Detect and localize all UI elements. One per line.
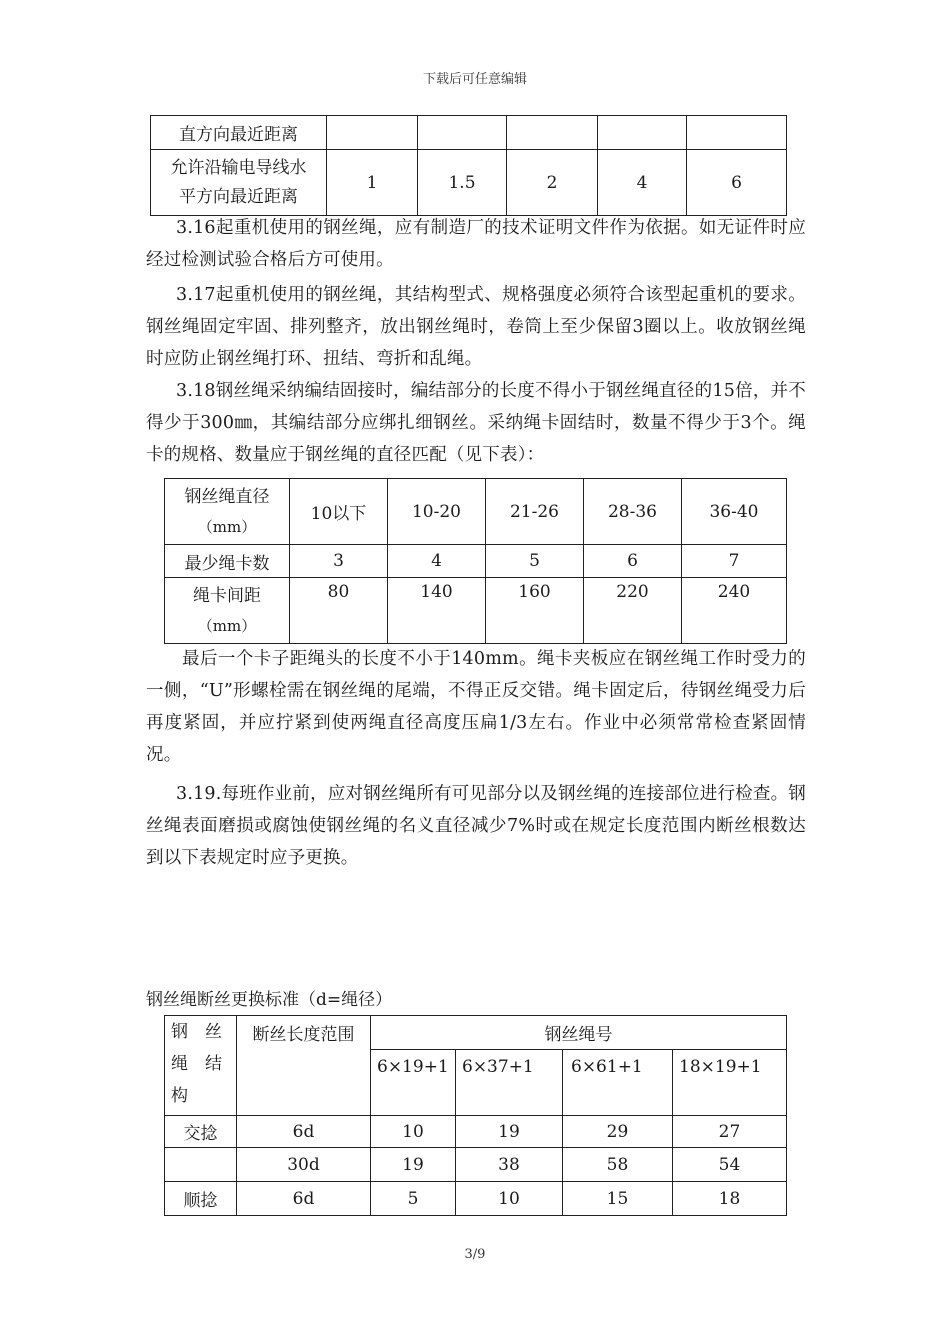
table-cell (687, 116, 787, 150)
paragraph-3-19: 3.19.每班作业前，应对钢丝绳所有可见部分以及钢丝绳的连接部位进行检查。钢丝绳表面磨损或腐蚀使钢丝绳的名义直径减少7%时或在规定长度范围内断丝根数达到以下表规定时应予更换。 (146, 784, 806, 868)
value-cell: 19 (371, 1148, 456, 1182)
header-line: 钢 丝 (171, 1022, 222, 1042)
spacing-cell: 220 (584, 578, 682, 644)
broken-wire-table (164, 1015, 787, 1216)
table-cell (507, 116, 598, 150)
table-cell: 4 (598, 150, 687, 216)
table-cell (327, 116, 418, 150)
value-cell: 5 (371, 1182, 456, 1216)
page-number: 3/9 (464, 1247, 486, 1262)
table-cell: 2 (507, 150, 598, 216)
count-cell: 6 (584, 545, 682, 578)
rope-type-cell: 6×61+1 (563, 1050, 673, 1116)
row-label (151, 150, 327, 216)
table-caption: 钢丝绳断丝更换标准（d=绳径） (146, 990, 393, 1010)
count-label: 最少绳卡数 (165, 545, 290, 578)
count-cell: 4 (388, 545, 486, 578)
structure-cell: 交捻 (165, 1116, 237, 1148)
range-header: 断丝长度范围 (237, 1016, 371, 1116)
row-label-line: 平方向最近距离 (179, 186, 298, 207)
paragraph-clamp-notes: 最后一个卡子距绳头的长度不小于140mm。绳卡夹板应在钢丝绳工作时受力的一侧，“U”形螺栓需在钢丝绳的尾端，不得正反交错。绳卡固定后，待钢丝绳受力后再度紧固，并应拧紧到使两绳直径高度压扁1/3左右。作业中必须常常检查紧固情况。 (146, 649, 806, 765)
value-cell: 18 (673, 1182, 787, 1216)
structure-cell (165, 1148, 237, 1182)
range-cell: 6d (237, 1116, 371, 1148)
range-cell: 6d (237, 1182, 371, 1216)
table-cell: 6 (687, 150, 787, 216)
value-cell: 29 (563, 1116, 673, 1148)
table-cell: 1 (327, 150, 418, 216)
table-cell: 1.5 (418, 150, 507, 216)
range-cell: 30d (237, 1148, 371, 1182)
count-cell: 3 (290, 545, 388, 578)
label-line: （mm） (197, 616, 257, 635)
count-cell: 5 (486, 545, 584, 578)
page-header: 下载后可任意编辑 (422, 72, 527, 87)
spacing-cell: 160 (486, 578, 584, 644)
paragraph-3-17: 3.17起重机使用的钢丝绳，其结构型式、规格强度必须符合该型起重机的要求。钢丝绳固定牢固、排列整齐，放出钢丝绳时，卷筒上至少保留3圈以上。收放钢丝绳时应防止钢丝绳打环、扭结、弯折和乱绳。 (146, 285, 806, 369)
value-cell: 27 (673, 1116, 787, 1148)
header-line: 构 (171, 1086, 188, 1106)
value-cell: 15 (563, 1182, 673, 1216)
diameter-cell: 10-20 (388, 479, 486, 545)
structure-cell: 顺捻 (165, 1182, 237, 1216)
value-cell: 10 (371, 1116, 456, 1148)
rope-type-cell: 18×19+1 (673, 1050, 787, 1116)
rope-type-cell: 6×37+1 (456, 1050, 563, 1116)
paragraph-3-16: 3.16起重机使用的钢丝绳，应有制造厂的技术证明文件作为依据。如无证件时应经过检测试验合格后方可使用。 (146, 218, 806, 270)
diameter-cell: 10以下 (290, 479, 388, 545)
value-cell: 38 (456, 1148, 563, 1182)
structure-header (165, 1016, 237, 1116)
value-cell: 10 (456, 1182, 563, 1216)
table-cell (598, 116, 687, 150)
count-cell: 7 (682, 545, 787, 578)
distance-table (150, 115, 787, 216)
diameter-cell: 28-36 (584, 479, 682, 545)
value-cell: 54 (673, 1148, 787, 1182)
spacing-cell: 240 (682, 578, 787, 644)
spacing-label (165, 578, 290, 644)
diameter-cell: 36-40 (682, 479, 787, 545)
paragraph-3-18: 3.18钢丝绳采纳编结固接时，编结部分的长度不得小于钢丝绳直径的15倍，并不得少于300㎜，其编结部分应绑扎细钢丝。采纳绳卡固结时，数量不得少于3个。绳卡的规格、数量应于钢丝绳的直径匹配（见下表）： (146, 381, 806, 465)
rope-number-header: 钢丝绳号 (371, 1016, 787, 1050)
value-cell: 19 (456, 1116, 563, 1148)
rope-clamp-table (164, 478, 787, 644)
rope-type-cell: 6×19+1 (371, 1050, 456, 1116)
table-cell (418, 116, 507, 150)
spacing-cell: 140 (388, 578, 486, 644)
row-label: 直方向最近距离 (151, 116, 327, 150)
header-line: （mm） (197, 517, 257, 536)
diameter-cell: 21-26 (486, 479, 584, 545)
header-line: 钢丝绳直径 (184, 486, 270, 507)
row-label-line: 允许沿输电导线水 (170, 157, 307, 178)
spacing-cell: 80 (290, 578, 388, 644)
header-line: 绳 结 (171, 1054, 222, 1074)
diameter-header (165, 479, 290, 545)
value-cell: 58 (563, 1148, 673, 1182)
label-line: 绳卡间距 (193, 585, 261, 606)
